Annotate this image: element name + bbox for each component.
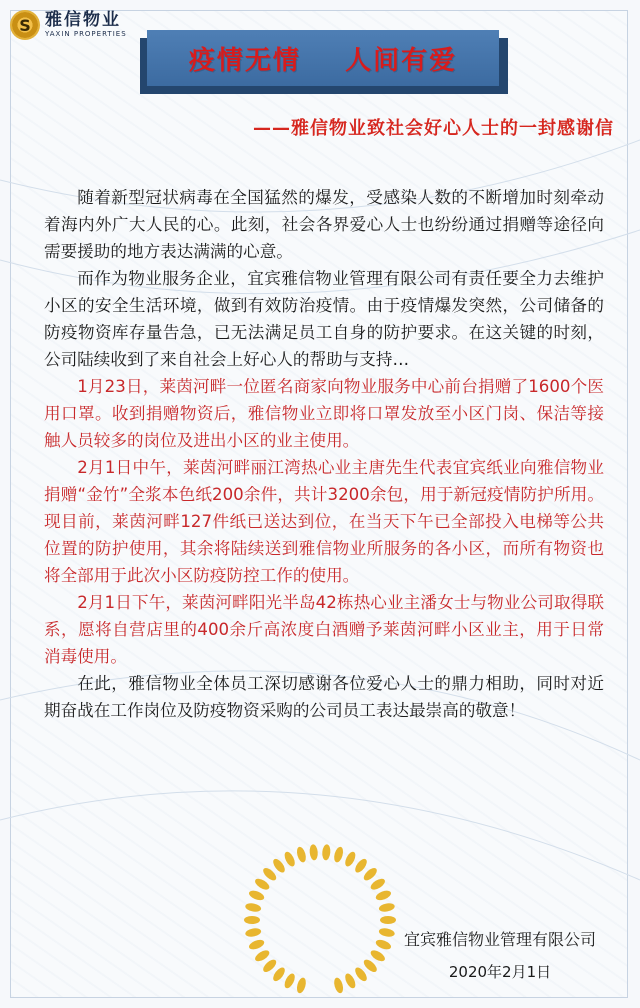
- wreath-leaf: [295, 846, 307, 864]
- wreath-leaf: [380, 916, 396, 924]
- wreath-leaf: [333, 977, 345, 995]
- wreath-leaf: [283, 972, 297, 990]
- paragraph: 在此，雅信物业全体员工深切感谢各位爱心人士的鼎力相助，同时对近期奋战在工作岗位及防疫物资采购的公司员工表达最崇高的敬意！: [44, 674, 604, 720]
- wreath-leaf: [244, 916, 260, 924]
- wreath-leaf: [362, 866, 379, 883]
- wreath-leaf: [253, 877, 271, 892]
- laurel-wreath-icon: [238, 838, 402, 1002]
- wreath-leaf: [248, 889, 266, 902]
- wreath-leaf: [333, 846, 345, 864]
- wreath-leaf: [343, 850, 357, 868]
- wreath-leaf: [374, 889, 392, 902]
- wreath-leaf: [369, 877, 387, 892]
- wreath-leaf: [271, 966, 287, 984]
- logo-name: 雅信物业: [45, 10, 121, 30]
- wreath-leaf: [261, 866, 278, 883]
- title-banner: [147, 30, 499, 86]
- wreath-leaf: [253, 948, 271, 963]
- logo-name-en: YAXIN PROPERTIES: [45, 30, 127, 38]
- wreath-leaf: [374, 938, 392, 951]
- signature-company: 宜宾雅信物业管理有限公司: [403, 930, 596, 949]
- donation-paragraph: 2月1日中午，莱茵河畔丽江湾热心业主唐先生代表宜宾纸业向雅信物业捐赠“金竹”全浆本色纸200余件，共计3200余包，用于新冠疫情防护所用。现目前，莱茵河畔127件纸已送达到位，在当天下午已全部投入电梯等公共位置的防护使用，其余将陆续送到雅信物业所服务的各小区，而所有物资也将全部用于此次小区防疫防控工作的使用。: [44, 458, 604, 585]
- wreath-leaf: [245, 927, 262, 938]
- wreath-leaf: [309, 844, 318, 861]
- wreath-leaf: [283, 850, 297, 868]
- wreath-leaf: [343, 972, 357, 990]
- wreath-leaf: [261, 957, 278, 974]
- wreath-leaf: [378, 902, 395, 913]
- signature-date: 2020年2月1日: [448, 963, 552, 981]
- wreath-leaf: [295, 977, 307, 995]
- letter-subtitle: ——雅信物业致社会好心人士的一封感谢信: [253, 118, 614, 139]
- letter-body: [44, 184, 604, 724]
- donation-paragraph: 2月1日下午，莱茵河畔阳光半岛42栋热心业主潘女士与物业公司取得联系，愿将自营店里的400余斤高浓度白酒赠予莱茵河畔小区业主，用于日常消毒使用。: [44, 593, 604, 666]
- wreath-leaf: [362, 957, 379, 974]
- wreath-leaf: [271, 857, 287, 875]
- wreath-leaf: [353, 966, 369, 984]
- wreath-leaf: [378, 927, 395, 938]
- wreath-leaf: [245, 902, 262, 913]
- wreath-leaf: [322, 844, 331, 861]
- wreath-leaf: [248, 938, 266, 951]
- company-logo: [10, 10, 127, 40]
- wreath-leaf: [369, 948, 387, 963]
- paragraph: 而作为物业服务企业，宜宾雅信物业管理有限公司有责任要全力去维护小区的安全生活环境，做到有效防治疫情。由于疫情爆发突然，公司储备的防疫物资库存量告急，已无法满足员工自身的防护要求。在这关键的时刻，公司陆续收到了来自社会上好心人的帮助与支持…: [44, 269, 604, 369]
- paragraph: 随着新型冠状病毒在全国猛然的爆发，受感染人数的不断增加时刻牵动着海内外广大人民的心。此刻，社会各界爱心人士也纷纷通过捐赠等途径向需要援助的地方表达满满的心意。: [44, 188, 604, 261]
- wreath-leaf: [353, 857, 369, 875]
- logo-emblem-icon: S: [10, 10, 40, 40]
- banner-title: 疫情无情 人间有爱: [188, 45, 458, 76]
- signature-block: [404, 924, 596, 988]
- donation-paragraph: 1月23日，莱茵河畔一位匿名商家向物业服务中心前台捐赠了1600个医用口罩。收到捐赠物资后，雅信物业立即将口罩发放至小区门岗、保洁等接触人员较多的岗位及进出小区的业主使用。: [44, 377, 604, 450]
